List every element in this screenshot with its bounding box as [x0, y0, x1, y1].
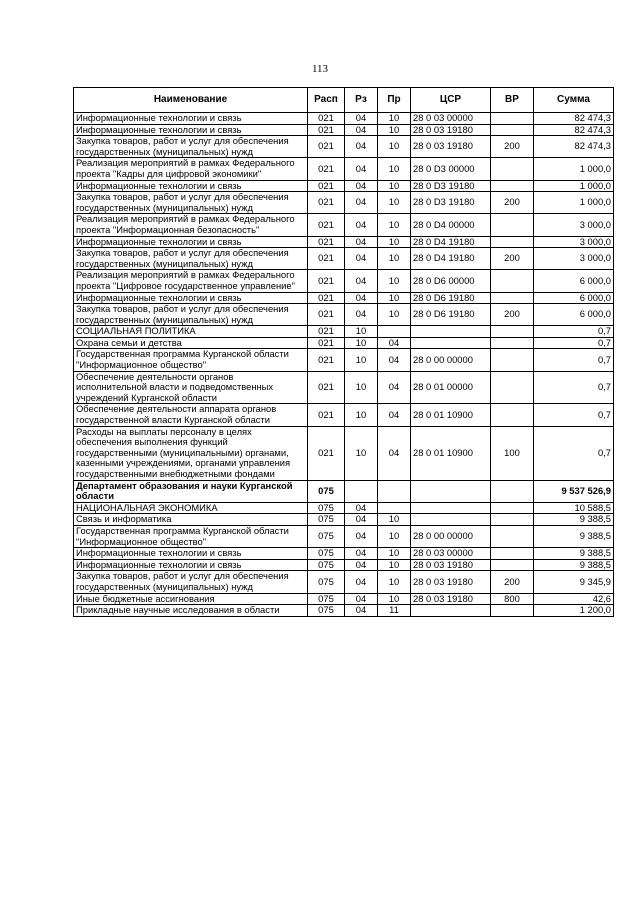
cell-name: Реализация мероприятий в рамках Федерального проекта "Кадры для цифровой экономики": [74, 158, 308, 180]
cell-rasp: 021: [308, 292, 345, 304]
header-csr: ЦСР: [411, 88, 491, 113]
table-header-row: [74, 88, 614, 113]
cell-vr: 200: [491, 192, 534, 214]
table-row: [74, 158, 614, 180]
header-pr: Пр: [378, 88, 411, 113]
cell-rz: 04: [345, 180, 378, 192]
cell-rasp: 021: [308, 326, 345, 338]
cell-rz: 04: [345, 304, 378, 326]
cell-rasp: 021: [308, 124, 345, 136]
cell-sum: 0,7: [534, 326, 614, 338]
cell-csr: 28 0 D3 00000: [411, 158, 491, 180]
cell-pr: 10: [378, 136, 411, 158]
table-row: [74, 559, 614, 571]
cell-pr: 10: [378, 559, 411, 571]
cell-name: Прикладные научные исследования в области: [74, 605, 308, 617]
cell-rasp: 021: [308, 248, 345, 270]
table-row: [74, 270, 614, 292]
table-row: [74, 192, 614, 214]
cell-pr: 04: [378, 404, 411, 426]
cell-rz: 04: [345, 548, 378, 560]
cell-vr: [491, 180, 534, 192]
table-row: [74, 326, 614, 338]
cell-rz: 04: [345, 214, 378, 236]
cell-rz: 10: [345, 404, 378, 426]
cell-rz: 10: [345, 337, 378, 349]
cell-rasp: 075: [308, 571, 345, 593]
table-row: [74, 371, 614, 404]
cell-name: Государственная программа Курганской области "Информационное общество": [74, 349, 308, 371]
cell-vr: 200: [491, 571, 534, 593]
table-row: [74, 525, 614, 547]
cell-rasp: 021: [308, 113, 345, 125]
cell-pr: [378, 326, 411, 338]
cell-pr: 10: [378, 124, 411, 136]
cell-vr: [491, 514, 534, 526]
cell-rz: 10: [345, 326, 378, 338]
cell-sum: 82 474,3: [534, 136, 614, 158]
cell-pr: 11: [378, 605, 411, 617]
cell-sum: 6 000,0: [534, 304, 614, 326]
cell-csr: 28 0 D3 19180: [411, 180, 491, 192]
table-row: [74, 292, 614, 304]
cell-csr: 28 0 D4 00000: [411, 214, 491, 236]
cell-pr: 10: [378, 514, 411, 526]
cell-sum: 10 588,5: [534, 502, 614, 514]
cell-name: Закупка товаров, работ и услуг для обеспечения государственных (муниципальных) нужд: [74, 136, 308, 158]
cell-pr: 04: [378, 337, 411, 349]
header-name: Наименование: [74, 88, 308, 113]
cell-csr: [411, 326, 491, 338]
cell-rz: 04: [345, 270, 378, 292]
table-row: [74, 426, 614, 480]
cell-vr: [491, 270, 534, 292]
cell-vr: [491, 349, 534, 371]
cell-rasp: 075: [308, 605, 345, 617]
cell-name: Связь и информатика: [74, 514, 308, 526]
cell-csr: [411, 605, 491, 617]
cell-sum: 0,7: [534, 337, 614, 349]
cell-rasp: 021: [308, 180, 345, 192]
table-row: [74, 113, 614, 125]
cell-sum: 82 474,3: [534, 113, 614, 125]
cell-rz: 10: [345, 426, 378, 480]
cell-csr: 28 0 03 19180: [411, 136, 491, 158]
cell-pr: 04: [378, 426, 411, 480]
cell-name: Обеспечение деятельности органов исполнительной власти и подведомственных учреждений Курганской области: [74, 371, 308, 404]
cell-name: Информационные технологии и связь: [74, 180, 308, 192]
cell-rasp: 075: [308, 502, 345, 514]
cell-rz: 04: [345, 593, 378, 605]
cell-vr: [491, 404, 534, 426]
cell-rasp: 075: [308, 514, 345, 526]
cell-vr: [491, 548, 534, 560]
cell-rasp: 021: [308, 404, 345, 426]
table-row: [74, 304, 614, 326]
table-row: [74, 180, 614, 192]
cell-csr: 28 0 03 00000: [411, 113, 491, 125]
cell-name: Информационные технологии и связь: [74, 559, 308, 571]
table-body: [74, 113, 614, 617]
table-row: [74, 136, 614, 158]
cell-vr: 200: [491, 304, 534, 326]
cell-name: Закупка товаров, работ и услуг для обеспечения государственных (муниципальных) нужд: [74, 571, 308, 593]
header-vr: ВР: [491, 88, 534, 113]
cell-sum: 0,7: [534, 404, 614, 426]
cell-csr: 28 0 D6 00000: [411, 270, 491, 292]
cell-rz: 04: [345, 248, 378, 270]
cell-name: Расходы на выплаты персоналу в целях обеспечения выполнения функций государственными (муниципальными) органами, казенными учреждениями, органами управления государственными внебюджетными фондами: [74, 426, 308, 480]
cell-csr: 28 0 D6 19180: [411, 292, 491, 304]
cell-sum: 1 200,0: [534, 605, 614, 617]
cell-sum: 9 388,5: [534, 514, 614, 526]
header-rz: Рз: [345, 88, 378, 113]
cell-vr: [491, 502, 534, 514]
cell-rasp: 075: [308, 559, 345, 571]
cell-csr: 28 0 D4 19180: [411, 236, 491, 248]
cell-name: Иные бюджетные ассигнования: [74, 593, 308, 605]
cell-csr: [411, 502, 491, 514]
cell-csr: 28 0 01 10900: [411, 426, 491, 480]
cell-pr: 10: [378, 593, 411, 605]
cell-sum: 9 537 526,9: [534, 480, 614, 502]
cell-csr: 28 0 03 19180: [411, 593, 491, 605]
cell-name: Информационные технологии и связь: [74, 292, 308, 304]
cell-csr: 28 0 D3 19180: [411, 192, 491, 214]
cell-rasp: 021: [308, 270, 345, 292]
cell-csr: 28 0 03 19180: [411, 559, 491, 571]
cell-name: Обеспечение деятельности аппарата органов государственной власти Курганской области: [74, 404, 308, 426]
cell-name: Департамент образования и науки Курганской области: [74, 480, 308, 502]
cell-name: СОЦИАЛЬНАЯ ПОЛИТИКА: [74, 326, 308, 338]
cell-pr: 10: [378, 113, 411, 125]
cell-pr: [378, 480, 411, 502]
budget-table: [73, 87, 614, 617]
cell-rz: 04: [345, 113, 378, 125]
cell-sum: 3 000,0: [534, 214, 614, 236]
cell-rz: 04: [345, 158, 378, 180]
cell-rasp: 021: [308, 158, 345, 180]
cell-rz: 04: [345, 502, 378, 514]
cell-pr: 10: [378, 571, 411, 593]
cell-rz: 04: [345, 525, 378, 547]
cell-vr: [491, 214, 534, 236]
cell-csr: [411, 514, 491, 526]
cell-rz: 04: [345, 571, 378, 593]
cell-vr: 200: [491, 136, 534, 158]
cell-pr: 10: [378, 214, 411, 236]
cell-vr: [491, 292, 534, 304]
cell-csr: 28 0 00 00000: [411, 525, 491, 547]
cell-sum: 9 345,9: [534, 571, 614, 593]
table-row: [74, 480, 614, 502]
cell-name: Информационные технологии и связь: [74, 124, 308, 136]
table-row: [74, 548, 614, 560]
cell-sum: 1 000,0: [534, 158, 614, 180]
cell-pr: 10: [378, 158, 411, 180]
cell-name: Охрана семьи и детства: [74, 337, 308, 349]
cell-csr: 28 0 03 19180: [411, 124, 491, 136]
table-row: [74, 593, 614, 605]
cell-name: Информационные технологии и связь: [74, 236, 308, 248]
table-row: [74, 349, 614, 371]
cell-sum: 0,7: [534, 349, 614, 371]
cell-sum: 0,7: [534, 371, 614, 404]
cell-rz: 10: [345, 371, 378, 404]
cell-rasp: 021: [308, 371, 345, 404]
table-row: [74, 502, 614, 514]
cell-vr: [491, 124, 534, 136]
cell-csr: 28 0 00 00000: [411, 349, 491, 371]
cell-name: Информационные технологии и связь: [74, 113, 308, 125]
cell-vr: 100: [491, 426, 534, 480]
cell-rasp: 021: [308, 192, 345, 214]
cell-rz: 04: [345, 236, 378, 248]
cell-vr: [491, 559, 534, 571]
table-row: [74, 404, 614, 426]
cell-rz: 10: [345, 349, 378, 371]
cell-sum: 3 000,0: [534, 236, 614, 248]
table-row: [74, 214, 614, 236]
cell-sum: 9 388,5: [534, 525, 614, 547]
cell-rasp: 021: [308, 349, 345, 371]
cell-csr: 28 0 03 19180: [411, 571, 491, 593]
cell-pr: 10: [378, 248, 411, 270]
table-row: [74, 571, 614, 593]
table-row: [74, 236, 614, 248]
cell-csr: 28 0 01 00000: [411, 371, 491, 404]
cell-sum: 0,7: [534, 426, 614, 480]
cell-pr: 10: [378, 304, 411, 326]
cell-vr: [491, 236, 534, 248]
cell-pr: 04: [378, 371, 411, 404]
table-row: [74, 337, 614, 349]
cell-pr: 10: [378, 270, 411, 292]
cell-pr: 10: [378, 525, 411, 547]
cell-vr: [491, 525, 534, 547]
cell-name: Информационные технологии и связь: [74, 548, 308, 560]
cell-csr: 28 0 D4 19180: [411, 248, 491, 270]
cell-csr: 28 0 01 10900: [411, 404, 491, 426]
cell-rasp: 021: [308, 214, 345, 236]
cell-rz: 04: [345, 136, 378, 158]
cell-sum: 9 388,5: [534, 548, 614, 560]
cell-rasp: 021: [308, 236, 345, 248]
header-sum: Сумма: [534, 88, 614, 113]
cell-rasp: 021: [308, 337, 345, 349]
cell-name: Реализация мероприятий в рамках Федерального проекта "Цифровое государственное управление": [74, 270, 308, 292]
cell-sum: 6 000,0: [534, 292, 614, 304]
cell-vr: 200: [491, 248, 534, 270]
cell-sum: 6 000,0: [534, 270, 614, 292]
cell-name: Закупка товаров, работ и услуг для обеспечения государственных (муниципальных) нужд: [74, 304, 308, 326]
cell-sum: 1 000,0: [534, 180, 614, 192]
cell-rasp: 075: [308, 593, 345, 605]
cell-name: НАЦИОНАЛЬНАЯ ЭКОНОМИКА: [74, 502, 308, 514]
cell-rz: 04: [345, 192, 378, 214]
cell-sum: 82 474,3: [534, 124, 614, 136]
cell-name: Государственная программа Курганской области "Информационное общество": [74, 525, 308, 547]
cell-rasp: 021: [308, 304, 345, 326]
cell-sum: 9 388,5: [534, 559, 614, 571]
table-row: [74, 248, 614, 270]
cell-rasp: 021: [308, 136, 345, 158]
cell-rz: 04: [345, 292, 378, 304]
cell-pr: 10: [378, 180, 411, 192]
cell-vr: [491, 480, 534, 502]
table-row: [74, 514, 614, 526]
cell-vr: [491, 326, 534, 338]
cell-csr: 28 0 D6 19180: [411, 304, 491, 326]
cell-rz: 04: [345, 514, 378, 526]
cell-sum: 3 000,0: [534, 248, 614, 270]
cell-vr: [491, 605, 534, 617]
cell-rasp: 075: [308, 548, 345, 560]
cell-pr: 10: [378, 548, 411, 560]
cell-name: Реализация мероприятий в рамках Федерального проекта "Информационная безопасность": [74, 214, 308, 236]
header-rasp: Расп: [308, 88, 345, 113]
cell-pr: 10: [378, 292, 411, 304]
cell-vr: [491, 337, 534, 349]
cell-rz: [345, 480, 378, 502]
cell-vr: [491, 371, 534, 404]
cell-rz: 04: [345, 605, 378, 617]
cell-pr: 10: [378, 236, 411, 248]
cell-rasp: 021: [308, 426, 345, 480]
cell-vr: [491, 158, 534, 180]
table-row: [74, 605, 614, 617]
cell-sum: 42,6: [534, 593, 614, 605]
cell-sum: 1 000,0: [534, 192, 614, 214]
cell-csr: [411, 337, 491, 349]
cell-rasp: 075: [308, 525, 345, 547]
cell-vr: [491, 113, 534, 125]
cell-pr: 04: [378, 349, 411, 371]
cell-rz: 04: [345, 124, 378, 136]
cell-csr: 28 0 03 00000: [411, 548, 491, 560]
cell-name: Закупка товаров, работ и услуг для обеспечения государственных (муниципальных) нужд: [74, 248, 308, 270]
cell-csr: [411, 480, 491, 502]
table-row: [74, 124, 614, 136]
cell-pr: [378, 502, 411, 514]
cell-rasp: 075: [308, 480, 345, 502]
page-number: 113: [311, 63, 329, 75]
cell-name: Закупка товаров, работ и услуг для обеспечения государственных (муниципальных) нужд: [74, 192, 308, 214]
cell-vr: 800: [491, 593, 534, 605]
cell-pr: 10: [378, 192, 411, 214]
cell-rz: 04: [345, 559, 378, 571]
